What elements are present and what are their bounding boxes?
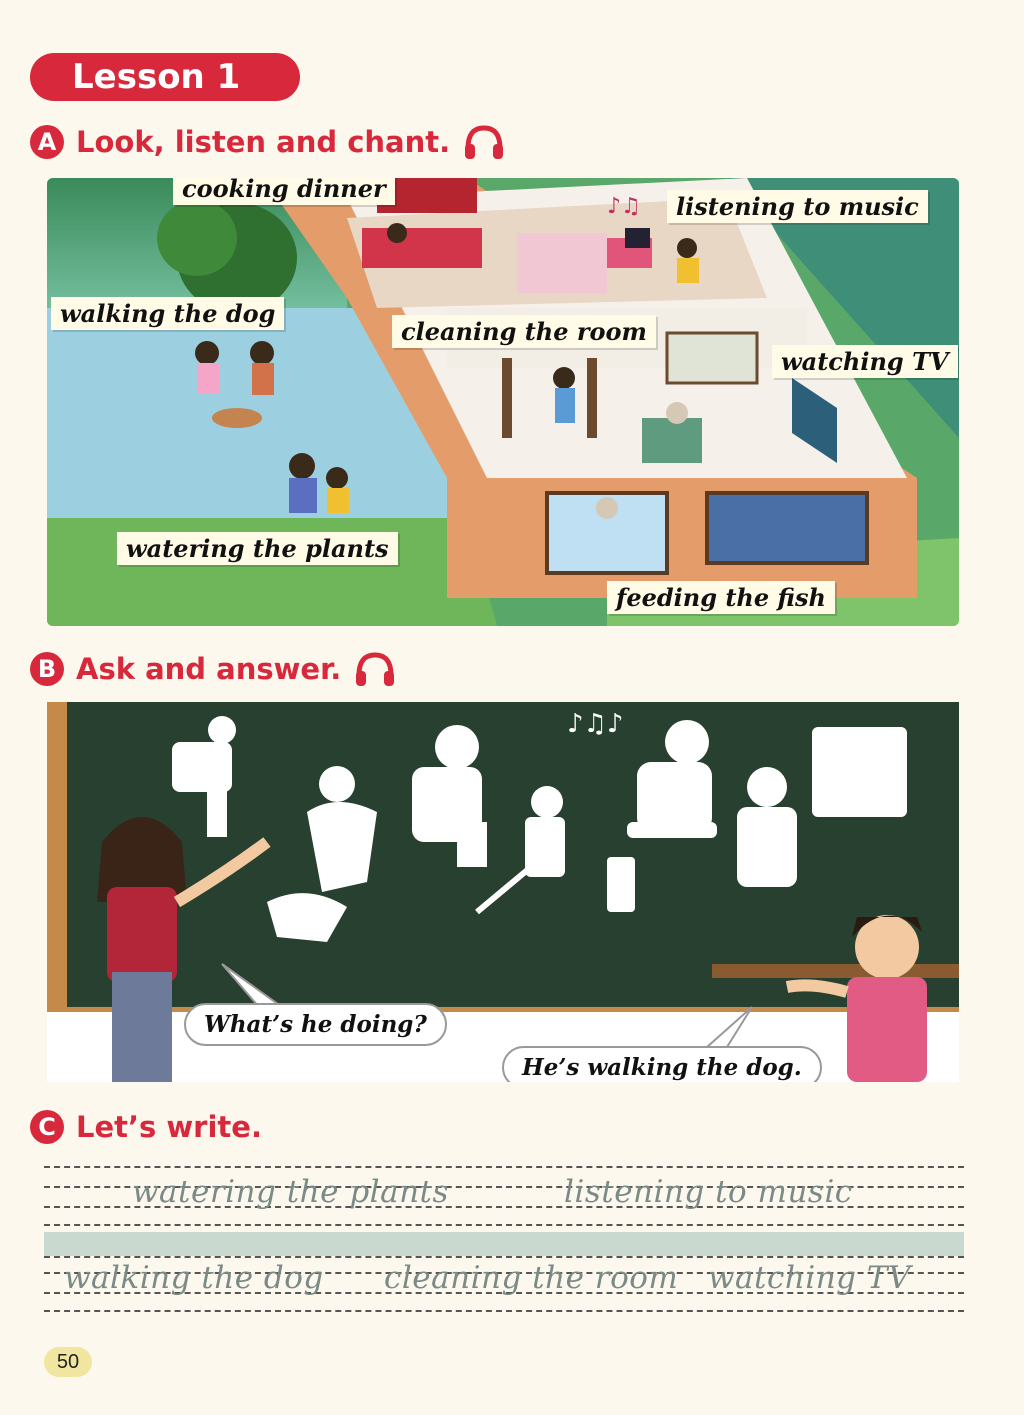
label-feeding-the-fish: feeding the fish — [607, 581, 835, 614]
guide-line — [44, 1224, 964, 1226]
label-walking-the-dog: walking the dog — [51, 297, 284, 330]
section-c-header — [30, 1110, 262, 1144]
guide-band — [44, 1232, 964, 1256]
handwriting-listening-to-music: listening to music — [564, 1174, 853, 1210]
lesson-title: Lesson 1 — [30, 53, 300, 101]
section-a-letter: A — [30, 125, 64, 159]
section-b-title: Ask and answer. — [76, 652, 342, 686]
svg-text:♪♫♪: ♪♫♪ — [567, 709, 624, 739]
label-cooking-dinner: cooking dinner — [173, 178, 395, 205]
speech-bubble-answer: He’s walking the dog. — [502, 1046, 822, 1082]
house-illustration — [47, 178, 959, 626]
writing-practice-area — [44, 1160, 964, 1320]
section-c-title: Let’s write. — [76, 1110, 262, 1144]
handwriting-watching-tv: watching TV — [708, 1260, 911, 1296]
label-watering-the-plants: watering the plants — [117, 532, 398, 565]
headphones-icon[interactable] — [464, 124, 504, 160]
guide-line — [44, 1256, 964, 1258]
handwriting-cleaning-the-room: cleaning the room — [384, 1260, 679, 1296]
chalkboard-illustration — [47, 702, 959, 1082]
section-a-header — [30, 124, 504, 160]
speech-bubble-question: What’s he doing? — [184, 1003, 447, 1046]
guide-line — [44, 1166, 964, 1168]
label-listening-to-music: listening to music — [667, 190, 928, 223]
handwriting-watering-the-plants: watering the plants — [132, 1174, 449, 1210]
svg-text:♪♫: ♪♫ — [607, 194, 641, 219]
handwriting-walking-the-dog: walking the dog — [64, 1260, 324, 1296]
guide-line — [44, 1310, 964, 1312]
page-number: 50 — [44, 1347, 92, 1377]
section-a-title: Look, listen and chant. — [76, 125, 451, 159]
headphones-icon[interactable] — [355, 651, 395, 687]
section-b-letter: B — [30, 652, 64, 686]
section-b-header — [30, 651, 395, 687]
label-cleaning-the-room: cleaning the room — [392, 315, 656, 348]
label-watching-tv: watching TV — [772, 345, 958, 378]
section-c-letter: C — [30, 1110, 64, 1144]
